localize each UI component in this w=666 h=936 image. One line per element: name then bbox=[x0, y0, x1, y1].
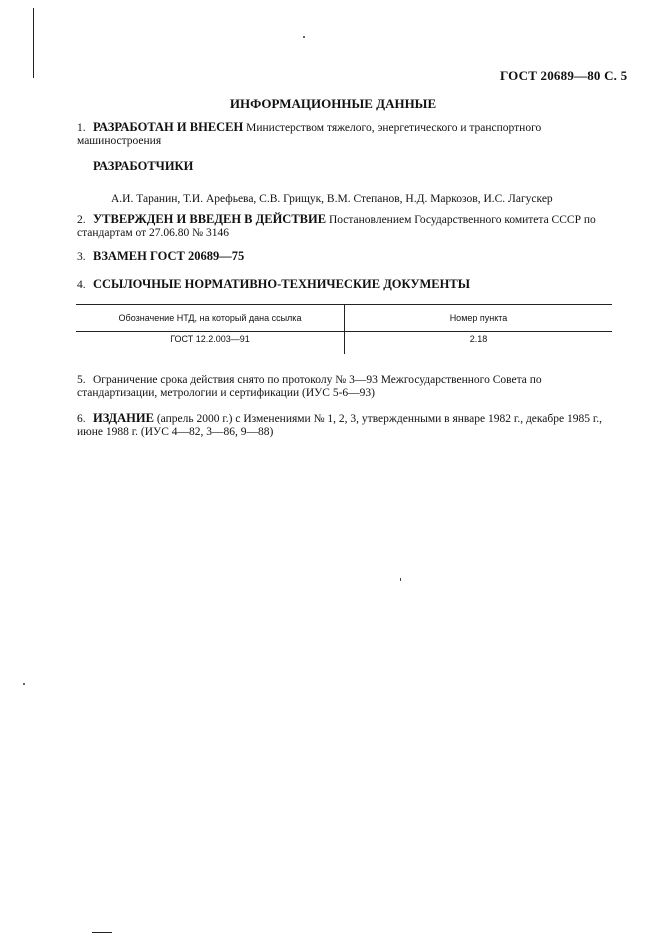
table-row bbox=[76, 332, 612, 355]
info-item-3 bbox=[77, 250, 617, 264]
info-item-1 bbox=[77, 121, 617, 148]
table-header-cell: Номер пункта bbox=[345, 305, 613, 332]
reference-table bbox=[76, 304, 612, 354]
info-item-4 bbox=[77, 278, 617, 292]
developers-names: А.И. Таранин, Т.И. Арефьева, С.В. Грищук, В.М. Степанов, Н.Д. Маркозов, И.С. Лагускер bbox=[111, 193, 553, 205]
item-number: 1. bbox=[77, 122, 86, 134]
item-lead: ИЗДАНИЕ bbox=[93, 411, 154, 425]
item-lead: УТВЕРЖДЕН И ВВЕДЕН В ДЕЙСТВИЕ bbox=[93, 212, 327, 226]
table-cell: ГОСТ 12.2.003—91 bbox=[76, 332, 345, 355]
item-lead: ВЗАМЕН ГОСТ 20689—75 bbox=[93, 249, 245, 263]
table-header-cell: Обозначение НТД, на который дана ссылка bbox=[76, 305, 345, 332]
item-text: (апрель 2000 г.) с Изменениями № 1, 2, 3, утвержденными в январе 1982 г., декабре 1985 г., июне 1988 г. (ИУС 4—82, 3—86, 9—88) bbox=[77, 413, 603, 438]
table-cell: 2.18 bbox=[469, 334, 488, 344]
scan-bottom-line bbox=[92, 932, 112, 933]
item-text: Министерством тяжелого, энергетического и транспортного машиностроения bbox=[77, 122, 542, 147]
info-item-2 bbox=[77, 213, 617, 240]
item-text: Постановлением Государственного комитета СССР по стандартам от 27.06.80 № 3146 bbox=[77, 214, 596, 239]
item-number: 3. bbox=[77, 251, 86, 263]
scan-speck bbox=[303, 36, 305, 38]
info-item-5 bbox=[77, 373, 617, 400]
scan-edge-line bbox=[33, 8, 34, 78]
item-lead: ССЫЛОЧНЫЕ НОРМАТИВНО-ТЕХНИЧЕСКИЕ ДОКУМЕНТЫ bbox=[93, 277, 470, 291]
table-header-row bbox=[76, 305, 612, 332]
item-number: 6. bbox=[77, 413, 86, 425]
developers-title: РАЗРАБОТЧИКИ bbox=[93, 159, 194, 173]
item-text: Ограничение срока действия снято по протоколу № 3—93 Межгосударственного Совета по стандартизации, метрологии и сертификации (ИУС 5-6—93) bbox=[77, 374, 542, 399]
info-item-6 bbox=[77, 412, 617, 439]
page-title: ИНФОРМАЦИОННЫЕ ДАННЫЕ bbox=[229, 96, 437, 111]
item-lead: РАЗРАБОТАН И ВНЕСЕН bbox=[93, 120, 244, 134]
document-code: ГОСТ 20689—80 С. 5 bbox=[500, 68, 628, 83]
item-number: 5. bbox=[77, 374, 86, 386]
scan-speck bbox=[23, 683, 25, 685]
scan-speck bbox=[400, 578, 401, 581]
item-number: 2. bbox=[77, 214, 86, 226]
item-number: 4. bbox=[77, 279, 86, 291]
